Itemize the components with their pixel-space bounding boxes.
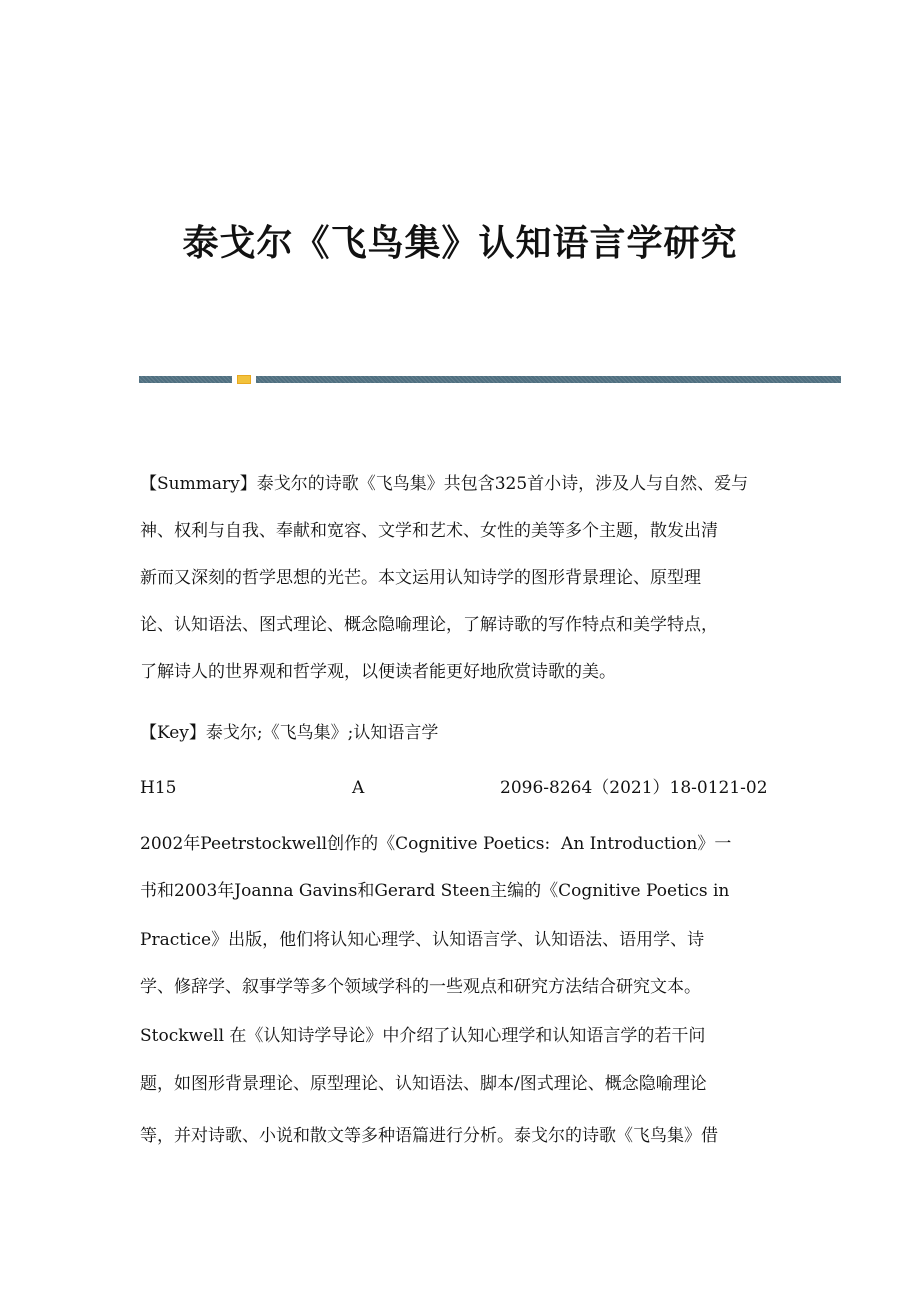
body-line: 等，并对诗歌、小说和散文等多种语篇进行分析。泰戈尔的诗歌《飞鸟集》借 [140,1126,718,1146]
body-line: Practice》出版，他们将认知心理学、认知语言学、认知语法、语用学、诗 [140,930,705,950]
title-divider [139,375,841,384]
divider-bar-left [139,376,232,383]
clc-number: H15 [140,778,177,798]
body-line: Stockwell 在《认知诗学导论》中介绍了认知心理学和认知语言学的若干问 [140,1026,706,1046]
body-line: 题，如图形背景理论、原型理论、认知语法、脚本/图式理论、概念隐喻理论 [140,1074,707,1094]
document-code: A [352,778,365,798]
metadata-row [140,776,790,800]
document-title: 泰戈尔《飞鸟集》认知语言学研究 [182,222,738,264]
divider-ornament-icon [237,375,251,384]
summary-line: 【Summary】泰戈尔的诗歌《飞鸟集》共包含325首小诗，涉及人与自然、爱与 [140,474,749,494]
divider-bar-right [256,376,841,383]
body-line: 学、修辞学、叙事学等多个领域学科的一些观点和研究方法结合研究文本。 [140,977,701,997]
body-line: 书和2003年Joanna Gavins和Gerard Steen主编的《Cognitive Poetics in [140,881,730,901]
summary-line: 论、认知语法、图式理论、概念隐喻理论，了解诗歌的写作特点和美学特点， [140,615,718,635]
summary-line: 新而又深刻的哲学思想的光芒。本文运用认知诗学的图形背景理论、原型理 [140,568,701,588]
summary-line: 神、权利与自我、奉献和宽容、文学和艺术、女性的美等多个主题，散发出清 [140,521,718,541]
body-line: 2002年Peetrstockwell创作的《Cognitive Poetics: An Introduction》一 [140,834,732,854]
summary-line: 了解诗人的世界观和哲学观，以便读者能更好地欣赏诗歌的美。 [140,662,616,682]
keywords: 【Key】泰戈尔;《飞鸟集》;认知语言学 [140,723,439,743]
article-id: 2096-8264（2021）18-0121-02 [500,778,768,798]
